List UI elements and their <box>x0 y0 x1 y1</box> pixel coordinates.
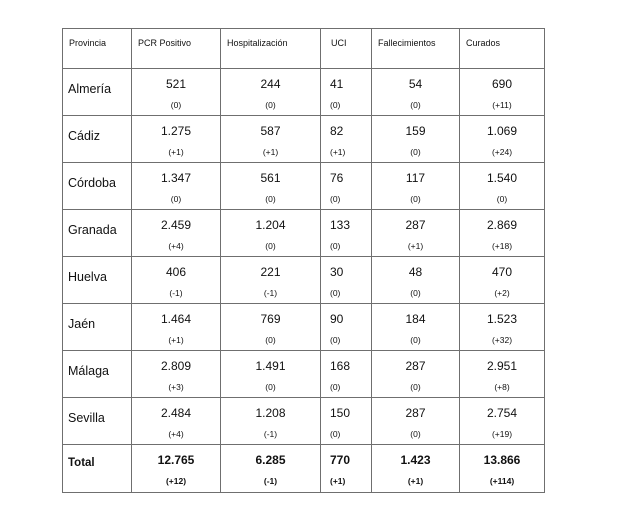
fallecimientos-value: 184 <box>405 312 426 326</box>
pcr-cell <box>132 257 221 304</box>
fallecimientos-change: (+1) <box>407 476 424 486</box>
provincia-name: Córdoba <box>68 176 116 190</box>
pcr-cell <box>132 445 221 493</box>
uci-change: (0) <box>330 100 341 110</box>
fallecimientos-value: 287 <box>405 359 426 373</box>
header-cell-curados <box>460 29 545 69</box>
table-row <box>63 163 545 210</box>
hospitalizacion-cell <box>221 398 321 445</box>
uci-value: 90 <box>330 312 344 326</box>
pcr-change: (0) <box>170 194 182 204</box>
provincia-cell <box>63 163 132 210</box>
uci-change: (+1) <box>330 147 346 157</box>
uci-cell <box>321 69 372 116</box>
provincia-cell <box>63 210 132 257</box>
pcr-value: 2.459 <box>160 218 192 232</box>
hospitalizacion-value: 1.491 <box>255 359 286 373</box>
header-label: Curados <box>466 38 501 48</box>
fallecimientos-change: (0) <box>410 194 421 204</box>
hospitalizacion-value: 244 <box>260 77 281 91</box>
provincia-name: Granada <box>68 223 117 237</box>
curados-change: (+2) <box>494 288 510 298</box>
provincia-cell <box>63 257 132 304</box>
hospitalizacion-value: 6.285 <box>255 453 286 467</box>
pcr-change: (+1) <box>168 147 184 157</box>
curados-cell <box>460 304 545 351</box>
table-row <box>63 69 545 116</box>
provincia-cell <box>63 445 132 493</box>
uci-cell <box>321 351 372 398</box>
uci-value: 41 <box>330 77 344 91</box>
uci-cell <box>321 304 372 351</box>
uci-cell <box>321 257 372 304</box>
fallecimientos-change: (0) <box>410 335 421 345</box>
pcr-change: (-1) <box>169 288 183 298</box>
header-cell-hospitalizacion <box>221 29 321 69</box>
curados-change: (+11) <box>492 100 512 110</box>
pcr-cell <box>132 163 221 210</box>
pcr-change: (+3) <box>168 382 184 392</box>
pcr-change: (0) <box>170 100 182 110</box>
uci-change: (0) <box>330 288 341 298</box>
uci-change: (0) <box>330 194 341 204</box>
provincia-name: Huelva <box>68 270 107 284</box>
curados-cell <box>460 163 545 210</box>
fallecimientos-change: (0) <box>410 147 421 157</box>
provincia-name: Jaén <box>68 317 96 331</box>
header-label: Provincia <box>69 38 107 48</box>
fallecimientos-cell <box>372 398 460 445</box>
total-row <box>63 445 545 493</box>
pcr-value: 1.347 <box>160 171 192 185</box>
hospitalizacion-cell <box>221 163 321 210</box>
curados-change: (+24) <box>491 147 513 157</box>
hospitalizacion-change: (0) <box>265 241 276 251</box>
curados-change: (+18) <box>491 241 513 251</box>
fallecimientos-value: 117 <box>405 171 426 185</box>
pcr-value: 12.765 <box>157 453 195 467</box>
table-row <box>63 210 545 257</box>
curados-cell <box>460 445 545 493</box>
fallecimientos-change: (0) <box>410 382 421 392</box>
fallecimientos-cell <box>372 257 460 304</box>
curados-cell <box>460 351 545 398</box>
header-label: UCI <box>331 38 347 48</box>
hospitalizacion-cell <box>221 69 321 116</box>
uci-value: 770 <box>330 453 351 467</box>
hospitalizacion-cell <box>221 351 321 398</box>
uci-value: 150 <box>330 406 351 420</box>
curados-value: 2.951 <box>486 359 518 373</box>
pcr-cell <box>132 351 221 398</box>
pcr-cell <box>132 304 221 351</box>
header-row <box>63 29 545 69</box>
provincia-name: Almería <box>68 82 112 96</box>
hospitalizacion-value: 1.208 <box>255 406 286 420</box>
hospitalizacion-value: 221 <box>260 265 281 279</box>
fallecimientos-value: 48 <box>408 265 423 279</box>
hospitalizacion-cell <box>221 445 321 493</box>
provincia-name: Málaga <box>68 364 109 378</box>
hospitalizacion-value: 1.204 <box>255 218 286 232</box>
fallecimientos-value: 159 <box>405 124 426 138</box>
pcr-value: 1.464 <box>160 312 192 326</box>
curados-value: 13.866 <box>483 453 521 467</box>
hospitalizacion-cell <box>221 116 321 163</box>
provincia-name: Total <box>68 457 95 469</box>
fallecimientos-change: (+1) <box>407 241 424 251</box>
fallecimientos-cell <box>372 69 460 116</box>
uci-cell <box>321 445 372 493</box>
fallecimientos-cell <box>372 304 460 351</box>
fallecimientos-change: (0) <box>410 100 421 110</box>
pcr-change: (+1) <box>168 335 184 345</box>
uci-cell <box>321 398 372 445</box>
header-cell-provincia <box>63 29 132 69</box>
pcr-value: 2.484 <box>160 406 192 420</box>
header-cell-pcr <box>132 29 221 69</box>
uci-change: (0) <box>330 429 341 439</box>
uci-value: 76 <box>330 171 344 185</box>
pcr-change: (+4) <box>168 241 184 251</box>
uci-cell <box>321 163 372 210</box>
curados-value: 1.540 <box>486 171 518 185</box>
uci-value: 168 <box>330 359 351 373</box>
header-label: Hospitalización <box>227 38 288 48</box>
provincia-cell <box>63 351 132 398</box>
uci-change: (0) <box>330 335 341 345</box>
pcr-value: 1.275 <box>160 124 192 138</box>
hospitalizacion-value: 587 <box>260 124 281 138</box>
fallecimientos-value: 1.423 <box>400 453 431 467</box>
pcr-cell <box>132 116 221 163</box>
hospitalizacion-cell <box>221 257 321 304</box>
curados-change: (+8) <box>494 382 510 392</box>
curados-change: (0) <box>496 194 508 204</box>
curados-cell <box>460 69 545 116</box>
fallecimientos-cell <box>372 351 460 398</box>
uci-change: (+1) <box>330 476 346 486</box>
uci-cell <box>321 116 372 163</box>
fallecimientos-value: 287 <box>405 406 426 420</box>
hospitalizacion-value: 769 <box>260 312 281 326</box>
pcr-change: (+4) <box>168 429 184 439</box>
table-row <box>63 116 545 163</box>
uci-value: 133 <box>330 218 351 232</box>
curados-value: 470 <box>491 265 513 279</box>
provincia-cell <box>63 69 132 116</box>
table-row <box>63 304 545 351</box>
curados-change: (+32) <box>491 335 513 345</box>
provincia-cell <box>63 116 132 163</box>
fallecimientos-value: 54 <box>408 77 423 91</box>
curados-cell <box>460 210 545 257</box>
provincia-cell <box>63 304 132 351</box>
uci-cell <box>321 210 372 257</box>
uci-change: (0) <box>330 241 341 251</box>
fallecimientos-cell <box>372 116 460 163</box>
fallecimientos-change: (0) <box>410 429 421 439</box>
pcr-value: 406 <box>165 265 187 279</box>
pcr-cell <box>132 398 221 445</box>
table-row <box>63 257 545 304</box>
hospitalizacion-change: (-1) <box>263 288 278 298</box>
curados-change: (+19) <box>491 429 513 439</box>
fallecimientos-cell <box>372 445 460 493</box>
fallecimientos-change: (0) <box>410 288 421 298</box>
hospitalizacion-change: (0) <box>265 335 276 345</box>
pcr-cell <box>132 69 221 116</box>
hospitalizacion-cell <box>221 304 321 351</box>
curados-cell <box>460 398 545 445</box>
header-cell-fallecimientos <box>372 29 460 69</box>
fallecimientos-cell <box>372 163 460 210</box>
uci-value: 82 <box>330 124 344 138</box>
curados-value: 1.069 <box>486 124 518 138</box>
hospitalizacion-change: (0) <box>265 100 276 110</box>
fallecimientos-value: 287 <box>405 218 426 232</box>
header-label: Fallecimientos <box>378 38 436 48</box>
provincia-name: Cádiz <box>68 129 100 143</box>
curados-value: 2.754 <box>486 406 518 420</box>
header-label: PCR Positivo <box>138 38 192 48</box>
hospitalizacion-change: (0) <box>265 194 276 204</box>
curados-change: (+114) <box>489 476 515 486</box>
covid-data-table <box>62 28 545 493</box>
curados-cell <box>460 116 545 163</box>
curados-value: 2.869 <box>486 218 518 232</box>
pcr-cell <box>132 210 221 257</box>
pcr-value: 2.809 <box>160 359 192 373</box>
uci-value: 30 <box>330 265 344 279</box>
hospitalizacion-change: (-1) <box>263 476 278 486</box>
curados-value: 690 <box>491 77 513 91</box>
provincia-name: Sevilla <box>68 411 105 425</box>
fallecimientos-cell <box>372 210 460 257</box>
hospitalizacion-change: (-1) <box>263 429 278 439</box>
pcr-change: (+12) <box>165 476 187 486</box>
table-row <box>63 351 545 398</box>
hospitalizacion-change: (+1) <box>262 147 279 157</box>
curados-cell <box>460 257 545 304</box>
hospitalizacion-change: (0) <box>265 382 276 392</box>
pcr-value: 521 <box>165 77 187 91</box>
provincia-cell <box>63 398 132 445</box>
hospitalizacion-value: 561 <box>260 171 281 185</box>
table-row <box>63 398 545 445</box>
uci-change: (0) <box>330 382 341 392</box>
header-cell-uci <box>321 29 372 69</box>
hospitalizacion-cell <box>221 210 321 257</box>
curados-value: 1.523 <box>486 312 518 326</box>
